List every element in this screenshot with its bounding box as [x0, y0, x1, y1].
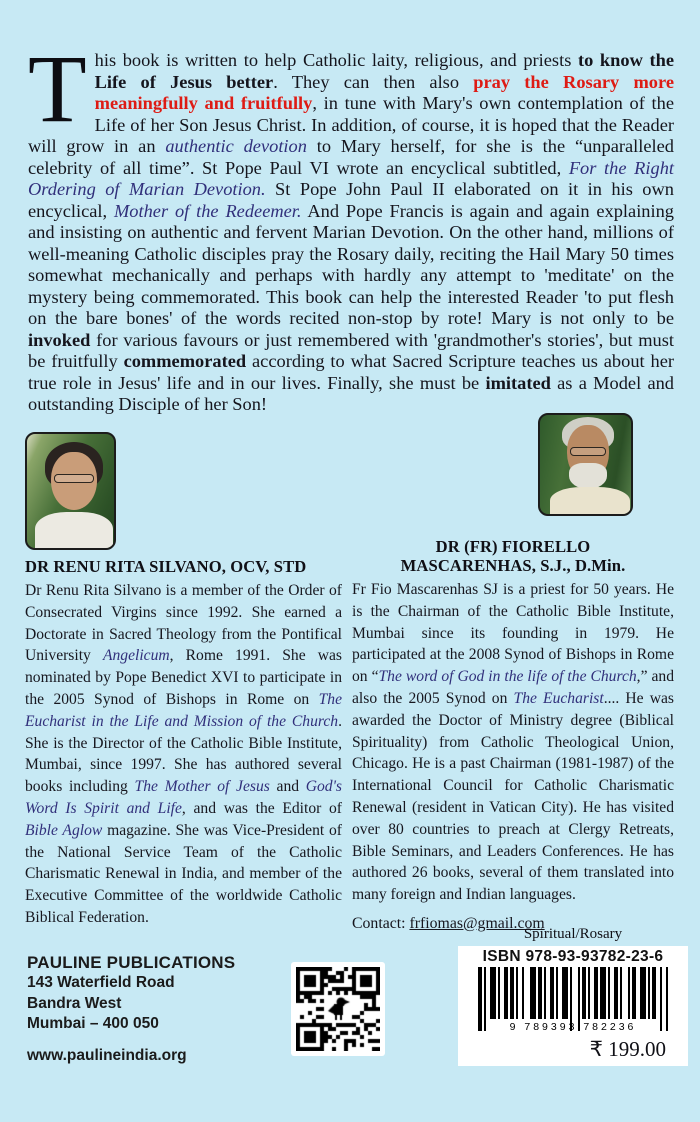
publisher-website: www.paulineindia.org [27, 1046, 187, 1064]
photo-beard [569, 463, 607, 489]
author-name-right-line1: DR (FR) FIORELLO [435, 537, 591, 556]
qr-code-canvas [296, 967, 380, 1051]
author-name-right [352, 537, 674, 575]
back-cover-blurb [28, 35, 675, 416]
barcode-bars [478, 967, 668, 1031]
contact-email-link[interactable]: frfiomas@gmail.com [409, 914, 545, 932]
price: ₹ 199.00 [589, 1037, 666, 1061]
publisher-address-line: 143 Waterfield Road [27, 974, 175, 991]
author-bio-left: Dr Renu Rita Silvano is a member of the Order of Consecrated Virgins since 1992. She earned a Doctorate in Sacred Theology from the Pontifical University Angelicum, Rome 1991. She was nominated by Pope Benedict XVI to participate in the 2005 Synod of Bishops in Rome on The Eucharist in the Life and Mission of the Church. She is the Director of the Catholic Bible Institute, Mumbai, since 1997. She has authored several books including The Mother of Jesus and God's Word Is Spirit and Life, and was the Editor of Bible Aglow magazine. She was Vice-President of the National Service Team of the Catholic Charismatic Renewal in India, and member of the Executive Committee of the worldwide Catholic Biblical Federation. [25, 582, 342, 926]
photo-glasses [570, 447, 606, 456]
isbn-barcode [458, 946, 688, 1066]
author-section-right [352, 413, 674, 933]
photo-shirt [35, 512, 113, 550]
publisher-address-line: Mumbai – 400 050 [27, 1015, 159, 1032]
isbn-label: ISBN 978-93-93782-23-6 [482, 948, 664, 965]
dropcap-letter: T [28, 35, 87, 142]
photo-shirt [550, 487, 630, 516]
author-bio-right: Fr Fio Mascarenhas SJ is a priest for 50 years. He is the Chairman of the Catholic Bible Institute, Mumbai since its founding in 1979. He participated at the 2008 Synod of Bishops in Rome on “The word of God in the life of the Church,” and also the 2005 Synod on The Eucharist.... He was awarded the Doctor of Ministry degree (Biblical Spirituality) from Catholic Theological Union, Chicago. He is a past Chairman (1981-1987) of the International Council for Catholic Charismatic Renewal (resident in Vatican City). He has visited over 80 countries to preach at Clergy Retreats, Bible Seminars, and Leaders Conferences. He has authored 26 books, several of them translated into many foreign and Indian languages. [352, 581, 674, 904]
qr-code [291, 962, 385, 1056]
contact-label: Contact: [352, 914, 410, 932]
author-name-left: DR RENU RITA SILVANO, OCV, STD [25, 557, 307, 576]
author-section-left [25, 432, 342, 929]
publisher-name: PAULINE PUBLICATIONS [27, 953, 236, 972]
barcode-digits: 9 789393 782236 [509, 1021, 637, 1033]
author-name-right-line2: MASCARENHAS, S.J., D.Min. [400, 556, 626, 575]
publisher-block [27, 953, 235, 1065]
author-photo-fio-mascarenhas [538, 413, 633, 516]
publisher-address-line: Bandra West [27, 994, 122, 1012]
blurb-text: his book is written to help Catholic laity, religious, and priests to know the Life of Jesus better. They can then also pray the Rosary more meaningfully and fruitfully, in tune with Mary's own contemplation of the Life of her Son Jesus Christ. In addition, of course, it is hoped that the Reader will grow in an authentic devotion to Mary herself, for she is the “unparalleled celebrity of all time”. St Pope Paul VI wrote an encyclical subtitled, For the Right Ordering of Marian Devotion. St Pope John Paul II elaborated on it in his own encyclical, Mother of the Redeemer. And Pope Francis is again and again explaining and insisting on authentic and fervent Marian Devotion. On the other hand, millions of well-meaning Catholic disciples pray the Rosary daily, reciting the Hail Mary 50 times somewhat mechanically and perhaps with hardly any attempt to 'meditate' on the mystery being commemorated. This book can help the interested Reader 'to put flesh on the bare bones' of the words recited non-stop by rote! Mary is not only to be invoked for various favours or just remembered with 'grandmother's stories', but must be fruitfully commemorated according to what Sacred Scripture teaches us about her true role in Jesus' life and in our lives. Finally, she must be imitated as a Model and outstanding Disciple of her Son! [28, 50, 675, 414]
author-photo-renu-silvano [25, 432, 116, 550]
category-label: Spiritual/Rosary [523, 926, 623, 942]
photo-glasses [54, 474, 94, 483]
